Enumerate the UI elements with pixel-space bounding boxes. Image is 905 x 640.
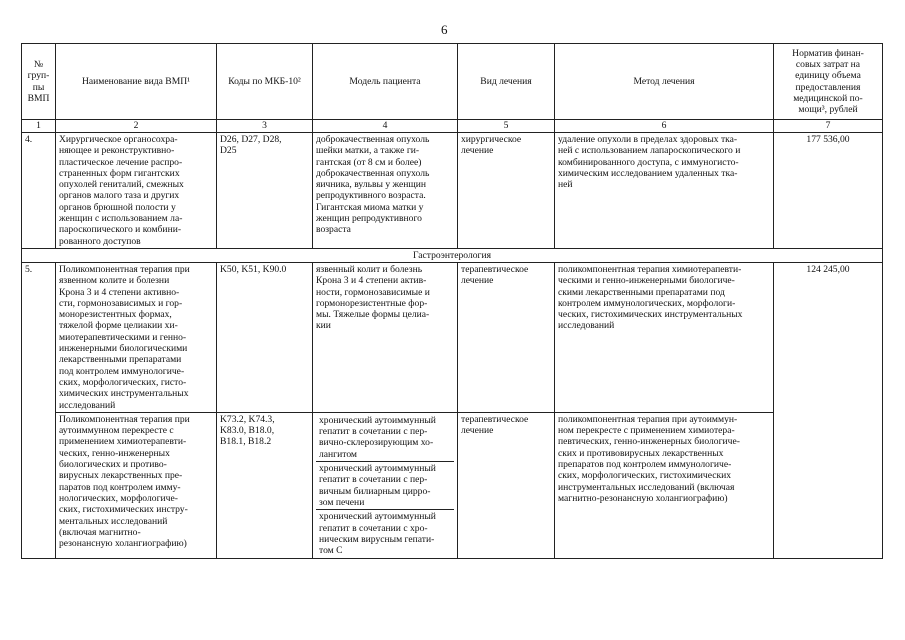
header-kind: Вид лечения [458, 44, 555, 120]
table-row [22, 412, 883, 559]
vmp-name: Поликомпонентная терапия при язвенном колите и болезни Крона 3 и 4 степени активно- сти, гормонозависимых и гор- монорезистентных формах, тяжелой форме целиакии хи- миотерапевтическими и генно- инженерными биологическими лекарственными препаратами под контролем иммунологиче- ских, морфологических, гисто- химических инструментальных исследований [56, 262, 217, 412]
column-number: 1 [22, 120, 56, 133]
column-number: 5 [458, 120, 555, 133]
table-row [22, 262, 883, 412]
treatment-method: удаление опухоли в пределах здоровых тка- ней с использованием лапароскопического и комбинированного доступа, с иммуногисто- химическим исследованием удаленных тка- ней [555, 133, 774, 249]
column-number: 2 [56, 120, 217, 133]
patient-model: доброкачественная опухоль шейки матки, а также ги- гантская (от 8 см и более) доброкачественная опухоль яичника, вульвы у женщин репродуктивного возраста. Гигантская миома матки у женщин репродуктивного возраста [313, 133, 458, 249]
page-number: 6 [441, 22, 448, 37]
column-number-row [22, 120, 883, 133]
column-number: 4 [313, 120, 458, 133]
header-codes: Коды по МКБ-10² [217, 44, 313, 120]
patient-model [313, 412, 458, 559]
group-number: 4. [22, 133, 56, 249]
table-row [22, 133, 883, 249]
header-group: № груп- пы ВМП [22, 44, 56, 120]
section-title: Гастроэнтерология [22, 248, 883, 262]
cost-norm: 177 536,00 [774, 133, 883, 249]
column-number: 7 [774, 120, 883, 133]
header-norm: Норматив финан- совых затрат на единицу объема предоставления медицинской по- мощи³, рублей [774, 44, 883, 120]
patient-model: язвенный колит и болезнь Крона 3 и 4 степени актив- ности, гормонозависимые и гормонорезистентные фор- мы. Тяжелые формы целиа- кии [313, 262, 458, 412]
treatment-kind: терапевтическое лечение [458, 262, 555, 412]
patient-model-item: хронический аутоиммунный гепатит в сочетании с пер- вично-склерозирующим хо- лангитом [316, 414, 454, 462]
treatment-kind: хирургическое лечение [458, 133, 555, 249]
header-row [22, 44, 883, 120]
section-row [22, 248, 883, 262]
header-model: Модель пациента [313, 44, 458, 120]
group-number: 5. [22, 262, 56, 558]
treatment-method: поликомпонентная терапия химиотерапевти- ческими и генно-инженерными биологиче- скими лекарственными препаратами под контролем иммунологических, морфологи- ческих, гистохимических инструментальных исследований [555, 262, 774, 412]
column-number: 3 [217, 120, 313, 133]
icd-codes: K50, K51, K90.0 [217, 262, 313, 412]
icd-codes: D26, D27, D28, D25 [217, 133, 313, 249]
header-name: Наименование вида ВМП¹ [56, 44, 217, 120]
vmp-name: Хирургическое органосохра- няющее и реконструктивно- пластическое лечение распро- страненных форм гигантских опухолей гениталий, смежных органов малого таза и других органов брюшной полости у женщин с использованием ла- пароскопического и комбини- рованного доступов [56, 133, 217, 249]
vmp-name: Поликомпонентная терапия при аутоиммунном перекресте с применением химиотерапевти- ческих, генно-инженерных биологических и противо- вирусных лекарственных пре- паратов под контролем имму- нологических, морфологиче- ских, гистохимических инстру- ментальных исследований (включая магнитно- резонансную холангиографию) [56, 412, 217, 559]
cost-norm: 124 245,00 [774, 262, 883, 558]
vmp-table [21, 43, 883, 559]
icd-codes: K73.2, K74.3, K83.0, B18.0, B18.1, B18.2 [217, 412, 313, 559]
column-number: 6 [555, 120, 774, 133]
patient-model-item: хронический аутоиммунный гепатит в сочетании с пер- вичным билиарным цирро- зом печени [316, 462, 454, 510]
patient-model-item: хронический аутоиммунный гепатит в сочетании с хро- ническим вирусным гепати- том C [319, 511, 436, 557]
treatment-method: поликомпонентная терапия при аутоиммун- ном перекресте с применением химиотера- певтических, генно-инженерных биологиче- ских и противовирусных лекарственных препаратов под контролем иммунологиче- ских, морфологических, гистохимических инструментальных исследований (включая магнитно-резонансную холангиографию) [555, 412, 774, 559]
header-method: Метод лечения [555, 44, 774, 120]
treatment-kind: терапевтическое лечение [458, 412, 555, 559]
